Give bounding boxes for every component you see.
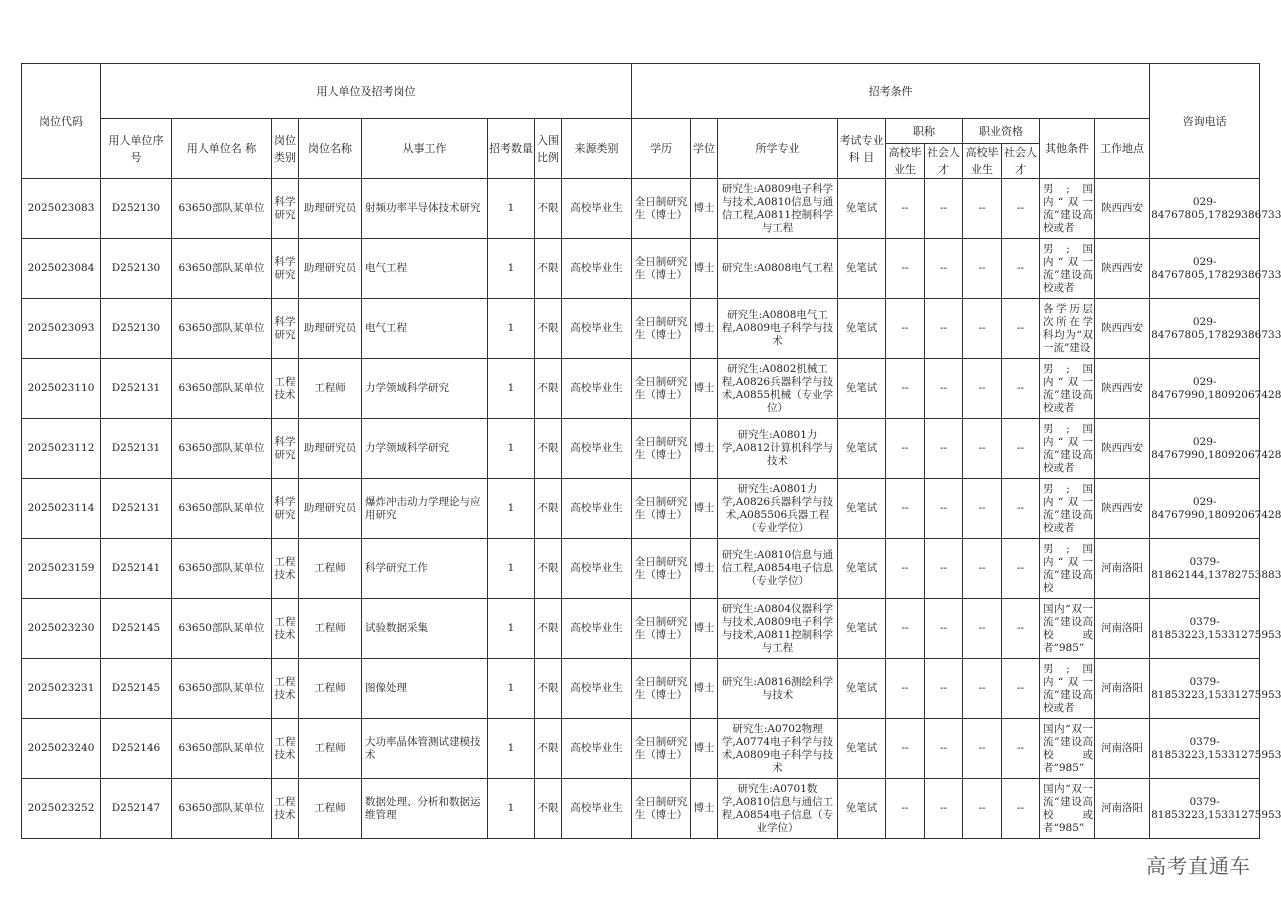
other-cell: [1040, 539, 1095, 599]
work-cell: 数据处理、分析和数据运维管理: [362, 779, 488, 839]
title-grad-cell: --: [886, 239, 925, 299]
header-group-conditions: 招考条件: [632, 64, 1150, 119]
header-major: 所学专业: [718, 119, 838, 179]
qual-grad-cell: --: [963, 419, 1002, 479]
header-work-location: 工作地点: [1095, 119, 1150, 179]
education-cell: 全日制研究生（博士）: [632, 179, 691, 239]
work-cell: 图像处理: [362, 659, 488, 719]
work-cell: 爆炸冲击动力学理论与应用研究: [362, 479, 488, 539]
qual-grad-cell: --: [963, 599, 1002, 659]
other-cell: [1040, 239, 1095, 299]
unit-name-cell: 63650部队某单位: [172, 779, 272, 839]
title-grad-cell: --: [886, 719, 925, 779]
post-category-cell: 科学研究: [272, 239, 299, 299]
ratio-cell: 不限: [535, 239, 562, 299]
unit-seq-cell: D252130: [101, 239, 172, 299]
qual-grad-cell: --: [963, 779, 1002, 839]
header-recruit-count: 招考数量: [488, 119, 535, 179]
unit-seq-cell: D252145: [101, 599, 172, 659]
education-cell: 全日制研究生（博士）: [632, 299, 691, 359]
title-social-cell: --: [925, 299, 963, 359]
major-cell: 研究生:A0801力学,A0812计算机科学与技术: [718, 419, 838, 479]
header-post-name: 岗位名称: [299, 119, 362, 179]
unit-name-cell: 63650部队某单位: [172, 419, 272, 479]
table-row: [22, 659, 1260, 719]
title-grad-cell: --: [886, 299, 925, 359]
unit-name-cell: 63650部队某单位: [172, 479, 272, 539]
other-conditions-text: 男;国内“双一流”建设高校或者: [1043, 422, 1093, 474]
work-location-cell: 陕西西安: [1095, 419, 1150, 479]
qual-social-cell: --: [1002, 179, 1040, 239]
work-location-cell: 河南洛阳: [1095, 779, 1150, 839]
table-row: [22, 479, 1260, 539]
post-code-cell: 2025023159: [22, 539, 101, 599]
title-grad-cell: --: [886, 659, 925, 719]
work-location-cell: 河南洛阳: [1095, 599, 1150, 659]
source-cell: 高校毕业生: [562, 419, 632, 479]
work-cell: 射频功率半导体技术研究: [362, 179, 488, 239]
education-cell: 全日制研究生（博士）: [632, 659, 691, 719]
phone-cell: 029-84767805,17829386733: [1150, 299, 1260, 359]
major-cell: 研究生:A0808电气工程,A0809电子科学与技术: [718, 299, 838, 359]
qual-social-cell: --: [1002, 659, 1040, 719]
degree-cell: 博士: [691, 359, 718, 419]
header-qual-social: 社会人才: [1002, 144, 1040, 179]
post-code-cell: 2025023252: [22, 779, 101, 839]
phone-cell: 0379-81853223,15331275953: [1150, 779, 1260, 839]
qual-grad-cell: --: [963, 479, 1002, 539]
unit-name-cell: 63650部队某单位: [172, 239, 272, 299]
post-name-cell: 助理研究员: [299, 299, 362, 359]
unit-name-cell: 63650部队某单位: [172, 599, 272, 659]
title-grad-cell: --: [886, 779, 925, 839]
major-cell: 研究生:A0701数学,A0810信息与通信工程,A0854电子信息（专业学位）: [718, 779, 838, 839]
unit-name-cell: 63650部队某单位: [172, 659, 272, 719]
recruit-count-cell: 1: [488, 539, 535, 599]
post-category-cell: 科学研究: [272, 479, 299, 539]
table-row: [22, 599, 1260, 659]
header-degree: 学位: [691, 119, 718, 179]
header-title-grad: 高校毕业生: [886, 144, 925, 179]
post-name-cell: 工程师: [299, 599, 362, 659]
other-conditions-text: 男;国内“双一流”建设高校或者: [1043, 482, 1093, 534]
unit-seq-cell: D252131: [101, 359, 172, 419]
other-cell: [1040, 299, 1095, 359]
source-cell: 高校毕业生: [562, 779, 632, 839]
qual-social-cell: --: [1002, 299, 1040, 359]
degree-cell: 博士: [691, 239, 718, 299]
source-cell: 高校毕业生: [562, 359, 632, 419]
phone-cell: 029-84767990,18092067428: [1150, 479, 1260, 539]
education-cell: 全日制研究生（博士）: [632, 419, 691, 479]
unit-seq-cell: D252141: [101, 539, 172, 599]
degree-cell: 博士: [691, 419, 718, 479]
major-cell: 研究生:A0809电子科学与技术,A0810信息与通信工程,A0811控制科学与工程: [718, 179, 838, 239]
post-category-cell: 工程技术: [272, 719, 299, 779]
qual-grad-cell: --: [963, 359, 1002, 419]
qual-social-cell: --: [1002, 479, 1040, 539]
phone-cell: 029-84767805,17829386733: [1150, 179, 1260, 239]
other-cell: [1040, 599, 1095, 659]
work-location-cell: 陕西西安: [1095, 299, 1150, 359]
post-category-cell: 工程技术: [272, 659, 299, 719]
qual-social-cell: --: [1002, 239, 1040, 299]
title-social-cell: --: [925, 719, 963, 779]
post-code-cell: 2025023110: [22, 359, 101, 419]
degree-cell: 博士: [691, 779, 718, 839]
exam-cell: 免笔试: [838, 659, 886, 719]
phone-cell: 0379-81853223,15331275953: [1150, 719, 1260, 779]
ratio-cell: 不限: [535, 359, 562, 419]
exam-cell: 免笔试: [838, 359, 886, 419]
other-conditions-text: 各学历层次所在学科均为“双一流”建设: [1043, 302, 1093, 354]
table-row: [22, 539, 1260, 599]
exam-cell: 免笔试: [838, 479, 886, 539]
other-cell: [1040, 479, 1095, 539]
unit-name-cell: 63650部队某单位: [172, 179, 272, 239]
title-grad-cell: --: [886, 599, 925, 659]
source-cell: 高校毕业生: [562, 719, 632, 779]
other-conditions-text: 男;国内“双一流”建设高校: [1043, 542, 1093, 594]
qual-social-cell: --: [1002, 719, 1040, 779]
major-cell: 研究生:A0702物理学,A0774电子科学与技术,A0809电子科学与技术: [718, 719, 838, 779]
table-row: [22, 179, 1260, 239]
qual-grad-cell: --: [963, 299, 1002, 359]
post-code-cell: 2025023240: [22, 719, 101, 779]
title-grad-cell: --: [886, 359, 925, 419]
table-row: [22, 779, 1260, 839]
phone-cell: 0379-81853223,15331275953: [1150, 599, 1260, 659]
post-category-cell: 科学研究: [272, 179, 299, 239]
post-category-cell: 工程技术: [272, 779, 299, 839]
qual-social-cell: --: [1002, 599, 1040, 659]
post-category-cell: 工程技术: [272, 599, 299, 659]
header-qual-group: 职业资格: [963, 119, 1040, 144]
post-code-cell: 2025023114: [22, 479, 101, 539]
qual-social-cell: --: [1002, 359, 1040, 419]
other-conditions-text: 国内“双一流”建设高校或者“985”: [1043, 722, 1093, 774]
header-post-category: 岗位类别: [272, 119, 299, 179]
qual-grad-cell: --: [963, 239, 1002, 299]
degree-cell: 博士: [691, 179, 718, 239]
unit-name-cell: 63650部队某单位: [172, 299, 272, 359]
recruit-count-cell: 1: [488, 419, 535, 479]
post-code-cell: 2025023093: [22, 299, 101, 359]
other-cell: [1040, 419, 1095, 479]
title-social-cell: --: [925, 479, 963, 539]
header-unit-name: 用人单位名 称: [172, 119, 272, 179]
other-conditions-text: 国内“双一流”建设高校或者“985”: [1043, 602, 1093, 654]
post-category-cell: 工程技术: [272, 359, 299, 419]
exam-cell: 免笔试: [838, 299, 886, 359]
post-code-cell: 2025023231: [22, 659, 101, 719]
table-row: [22, 719, 1260, 779]
work-cell: 电气工程: [362, 299, 488, 359]
source-cell: 高校毕业生: [562, 659, 632, 719]
title-social-cell: --: [925, 419, 963, 479]
header-education: 学历: [632, 119, 691, 179]
ratio-cell: 不限: [535, 719, 562, 779]
phone-cell: 0379-81862144,13782753883: [1150, 539, 1260, 599]
recruitment-table: [21, 63, 1281, 839]
work-cell: 大功率晶体管测试建模技术: [362, 719, 488, 779]
other-cell: [1040, 719, 1095, 779]
post-name-cell: 工程师: [299, 719, 362, 779]
unit-seq-cell: D252146: [101, 719, 172, 779]
table-body: [22, 179, 1281, 839]
recruit-count-cell: 1: [488, 179, 535, 239]
qual-grad-cell: --: [963, 539, 1002, 599]
source-cell: 高校毕业生: [562, 239, 632, 299]
header-qual-grad: 高校毕业生: [963, 144, 1002, 179]
qual-social-cell: --: [1002, 779, 1040, 839]
post-code-cell: 2025023084: [22, 239, 101, 299]
header-title-group: 职称: [886, 119, 963, 144]
source-cell: 高校毕业生: [562, 479, 632, 539]
post-code-cell: 2025023112: [22, 419, 101, 479]
exam-cell: 免笔试: [838, 779, 886, 839]
ratio-cell: 不限: [535, 419, 562, 479]
header-ratio: 入围比例: [535, 119, 562, 179]
header-work: 从事工作: [362, 119, 488, 179]
unit-seq-cell: D252130: [101, 299, 172, 359]
exam-cell: 免笔试: [838, 419, 886, 479]
title-social-cell: --: [925, 599, 963, 659]
table-row: [22, 419, 1260, 479]
education-cell: 全日制研究生（博士）: [632, 479, 691, 539]
exam-cell: 免笔试: [838, 719, 886, 779]
exam-cell: 免笔试: [838, 599, 886, 659]
title-social-cell: --: [925, 239, 963, 299]
other-conditions-text: 男;国内“双一流”建设高校或者: [1043, 362, 1093, 414]
work-location-cell: 河南洛阳: [1095, 659, 1150, 719]
exam-cell: 免笔试: [838, 539, 886, 599]
work-location-cell: 陕西西安: [1095, 179, 1150, 239]
qual-social-cell: --: [1002, 539, 1040, 599]
post-category-cell: 工程技术: [272, 539, 299, 599]
post-name-cell: 助理研究员: [299, 479, 362, 539]
header-phone: 咨询电话: [1150, 64, 1260, 179]
recruit-count-cell: 1: [488, 659, 535, 719]
education-cell: 全日制研究生（博士）: [632, 359, 691, 419]
title-social-cell: --: [925, 359, 963, 419]
source-cell: 高校毕业生: [562, 599, 632, 659]
other-conditions-text: 男;国内“双一流”建设高校或者: [1043, 662, 1093, 714]
unit-seq-cell: D252147: [101, 779, 172, 839]
post-name-cell: 助理研究员: [299, 239, 362, 299]
work-location-cell: 陕西西安: [1095, 479, 1150, 539]
title-grad-cell: --: [886, 479, 925, 539]
degree-cell: 博士: [691, 599, 718, 659]
header-title-social: 社会人才: [925, 144, 963, 179]
post-name-cell: 助理研究员: [299, 419, 362, 479]
ratio-cell: 不限: [535, 299, 562, 359]
ratio-cell: 不限: [535, 539, 562, 599]
degree-cell: 博士: [691, 299, 718, 359]
title-grad-cell: --: [886, 539, 925, 599]
work-cell: 电气工程: [362, 239, 488, 299]
post-name-cell: 工程师: [299, 539, 362, 599]
exam-cell: 免笔试: [838, 239, 886, 299]
unit-name-cell: 63650部队某单位: [172, 359, 272, 419]
major-cell: 研究生:A0816测绘科学与技术: [718, 659, 838, 719]
degree-cell: 博士: [691, 479, 718, 539]
degree-cell: 博士: [691, 659, 718, 719]
unit-seq-cell: D252131: [101, 419, 172, 479]
post-name-cell: 工程师: [299, 779, 362, 839]
major-cell: 研究生:A0804仪器科学与技术,A0809电子科学与技术,A0811控制科学与工程: [718, 599, 838, 659]
phone-cell: 029-84767990,18092067428: [1150, 359, 1260, 419]
title-social-cell: --: [925, 179, 963, 239]
post-name-cell: 助理研究员: [299, 179, 362, 239]
degree-cell: 博士: [691, 719, 718, 779]
phone-cell: 0379-81853223,15331275953: [1150, 659, 1260, 719]
work-location-cell: 河南洛阳: [1095, 539, 1150, 599]
table-row: [22, 299, 1260, 359]
header-exam: 考试专业科 目: [838, 119, 886, 179]
header-unit-seq: 用人单位序 号: [101, 119, 172, 179]
work-cell: 科学研究工作: [362, 539, 488, 599]
ratio-cell: 不限: [535, 779, 562, 839]
title-social-cell: --: [925, 539, 963, 599]
work-location-cell: 陕西西安: [1095, 239, 1150, 299]
qual-grad-cell: --: [963, 719, 1002, 779]
title-grad-cell: --: [886, 179, 925, 239]
education-cell: 全日制研究生（博士）: [632, 719, 691, 779]
other-conditions-text: 国内“双一流”建设高校或者“985”: [1043, 782, 1093, 834]
education-cell: 全日制研究生（博士）: [632, 779, 691, 839]
watermark-logo-text: 高考直通车: [1146, 854, 1251, 878]
phone-cell: 029-84767805,17829386733: [1150, 239, 1260, 299]
other-cell: [1040, 359, 1095, 419]
unit-name-cell: 63650部队某单位: [172, 719, 272, 779]
major-cell: 研究生:A0810信息与通信工程,A0854电子信息（专业学位）: [718, 539, 838, 599]
header-group-unit: 用人单位及招考岗位: [101, 64, 632, 119]
recruit-count-cell: 1: [488, 299, 535, 359]
unit-seq-cell: D252130: [101, 179, 172, 239]
other-conditions-text: 男;国内“双一流”建设高校或者: [1043, 182, 1093, 234]
work-location-cell: 河南洛阳: [1095, 719, 1150, 779]
phone-cell: 029-84767990,18092067428: [1150, 419, 1260, 479]
ratio-cell: 不限: [535, 599, 562, 659]
work-cell: 试验数据采集: [362, 599, 488, 659]
education-cell: 全日制研究生（博士）: [632, 539, 691, 599]
work-cell: 力学领域科学研究: [362, 419, 488, 479]
table-row: [22, 239, 1260, 299]
header-post-code: 岗位代码: [22, 64, 101, 179]
work-location-cell: 陕西西安: [1095, 359, 1150, 419]
header-source: 来源类别: [562, 119, 632, 179]
recruit-count-cell: 1: [488, 239, 535, 299]
work-cell: 力学领域科学研究: [362, 359, 488, 419]
recruit-count-cell: 1: [488, 359, 535, 419]
other-cell: [1040, 179, 1095, 239]
source-cell: 高校毕业生: [562, 539, 632, 599]
recruit-count-cell: 1: [488, 719, 535, 779]
ratio-cell: 不限: [535, 479, 562, 539]
qual-grad-cell: --: [963, 659, 1002, 719]
title-grad-cell: --: [886, 419, 925, 479]
source-cell: 高校毕业生: [562, 299, 632, 359]
post-category-cell: 科学研究: [272, 419, 299, 479]
qual-social-cell: --: [1002, 419, 1040, 479]
recruit-count-cell: 1: [488, 599, 535, 659]
exam-cell: 免笔试: [838, 179, 886, 239]
major-cell: 研究生:A0801力学,A0826兵器科学与技术,A085506兵器工程（专业学位）: [718, 479, 838, 539]
post-name-cell: 工程师: [299, 359, 362, 419]
other-cell: [1040, 659, 1095, 719]
other-cell: [1040, 779, 1095, 839]
table-row: [22, 359, 1260, 419]
unit-seq-cell: D252145: [101, 659, 172, 719]
recruit-count-cell: 1: [488, 479, 535, 539]
source-cell: 高校毕业生: [562, 179, 632, 239]
title-social-cell: --: [925, 779, 963, 839]
education-cell: 全日制研究生（博士）: [632, 239, 691, 299]
post-name-cell: 工程师: [299, 659, 362, 719]
post-category-cell: 科学研究: [272, 299, 299, 359]
other-conditions-text: 男;国内“双一流”建设高校或者: [1043, 242, 1093, 294]
post-code-cell: 2025023230: [22, 599, 101, 659]
ratio-cell: 不限: [535, 179, 562, 239]
qual-grad-cell: --: [963, 179, 1002, 239]
ratio-cell: 不限: [535, 659, 562, 719]
unit-name-cell: 63650部队某单位: [172, 539, 272, 599]
unit-seq-cell: D252131: [101, 479, 172, 539]
header-other: 其他条件: [1040, 119, 1095, 179]
recruit-count-cell: 1: [488, 779, 535, 839]
title-social-cell: --: [925, 659, 963, 719]
degree-cell: 博士: [691, 539, 718, 599]
major-cell: 研究生:A0808电气工程: [718, 239, 838, 299]
major-cell: 研究生:A0802机械工程,A0826兵器科学与技术,A0855机械（专业学位）: [718, 359, 838, 419]
post-code-cell: 2025023083: [22, 179, 101, 239]
education-cell: 全日制研究生（博士）: [632, 599, 691, 659]
